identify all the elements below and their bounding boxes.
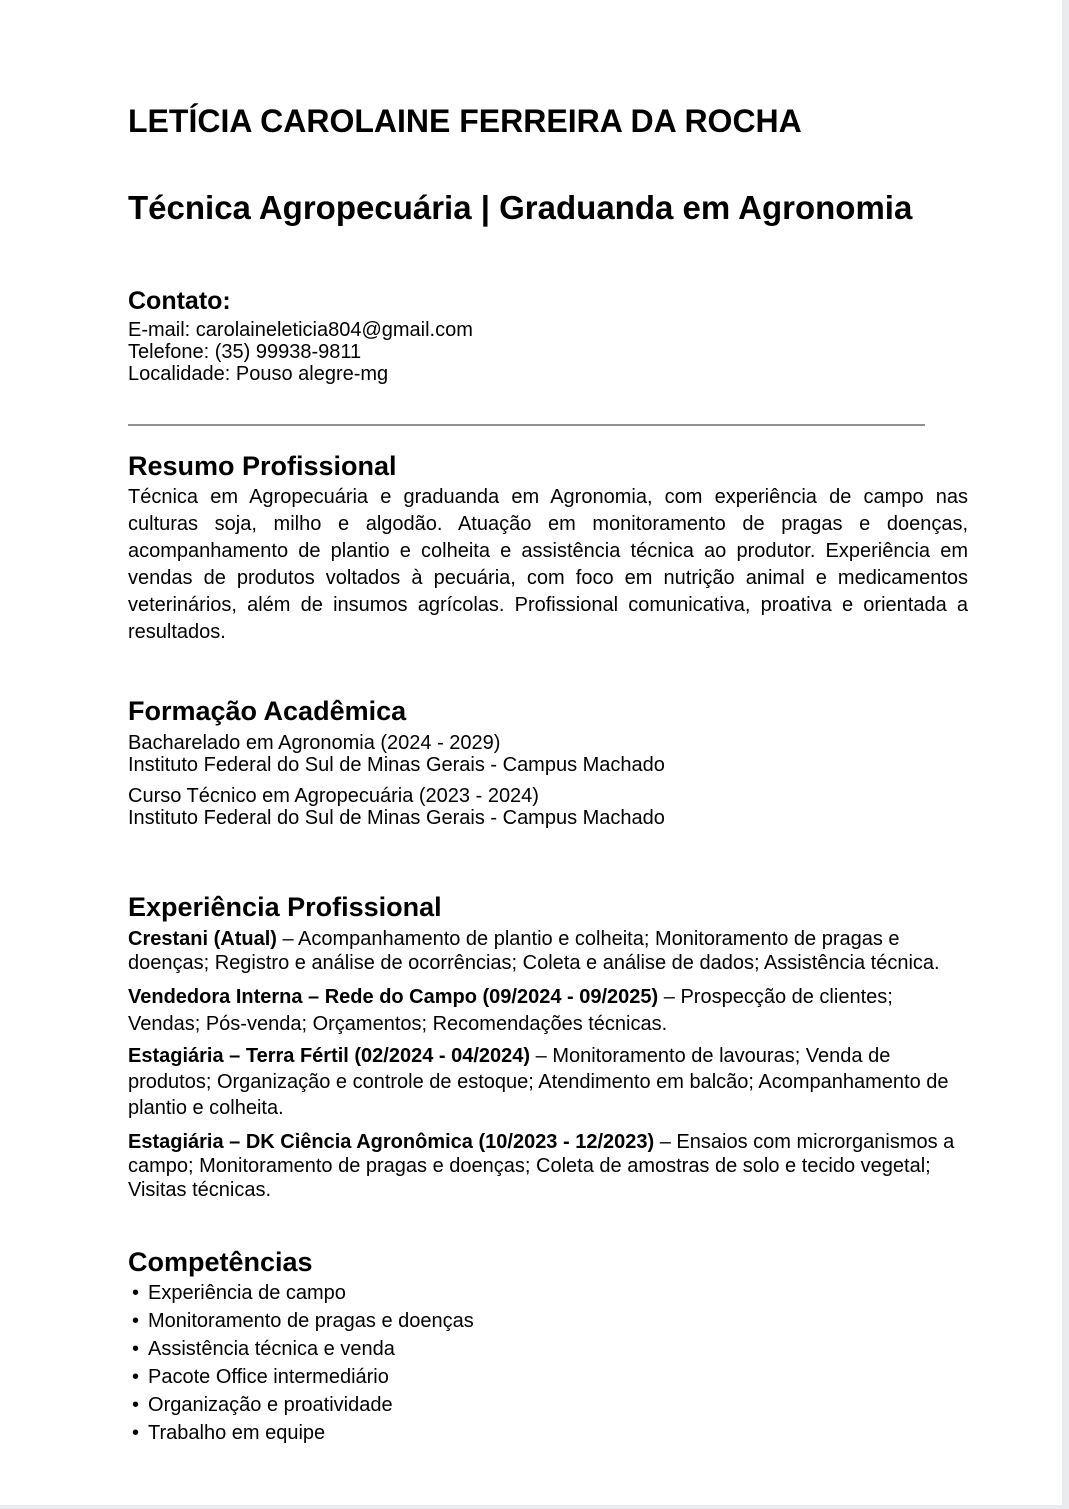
contact-location: Localidade: Pouso alegre-mg — [128, 363, 389, 385]
experience-description: – Monitoramento de lavouras; Venda de produtos; Organização e controle de estoque; Atendimento em balcão; Acompanhamento de plantio e colheita. — [128, 1045, 949, 1119]
education-item — [128, 785, 968, 829]
experience-role: Crestani (Atual) — [128, 928, 277, 950]
experience-role: Estagiária – Terra Fértil (02/2024 - 04/2024) — [128, 1045, 531, 1067]
education-degree: Bacharelado em Agronomia (2024 - 2029) — [128, 732, 501, 754]
section-divider — [128, 424, 925, 426]
experience-description: – Acompanhamento de plantio e colheita; Monitoramento de pragas e doenças; Registro e análise de ocorrências; Coleta e análise de dados; Assistência técnica. — [128, 928, 940, 974]
education-section-heading: Formação Acadêmica — [128, 696, 407, 726]
skill-item: • Trabalho em equipe — [128, 1423, 968, 1444]
experience-role: Vendedora Interna – Rede do Campo (09/2024 - 09/2025) — [128, 986, 659, 1008]
education-degree: Curso Técnico em Agropecuária (2023 - 2024) — [128, 785, 539, 807]
experience-section-heading: Experiência Profissional — [128, 892, 442, 922]
skill-item: • Pacote Office intermediário — [128, 1367, 968, 1388]
summary-section-heading: Resumo Profissional — [128, 451, 397, 481]
experience-role: Estagiária – DK Ciência Agronômica (10/2023 - 12/2023) — [128, 1131, 655, 1153]
summary-paragraph: Técnica em Agropecuária e graduanda em Agronomia, com experiência de campo nas culturas soja, milho e algodão. Atuação em monitoramento de pragas e doenças, acompanhamento de plantio e colheita e assistência técnica ao produtor. Experiência em vendas de produtos voltados à pecuária, com foco em nutrição animal e medicamentos veterinários, além de insumos agrícolas. Profissional comunicativa, proativa e orientada a resultados. — [128, 486, 968, 643]
experience-item — [128, 984, 968, 1038]
experience-description: – Prospecção de clientes; Vendas; Pós-venda; Orçamentos; Recomendações técnicas. — [128, 986, 893, 1035]
contact-section-heading: Contato: — [128, 287, 231, 315]
education-institution: Instituto Federal do Sul de Minas Gerais - Campus Machado — [128, 807, 665, 829]
experience-item — [128, 1043, 968, 1121]
skill-item: • Assistência técnica e venda — [128, 1339, 968, 1360]
contact-block — [128, 319, 968, 385]
experience-item — [128, 1130, 968, 1202]
contact-email: E-mail: carolaineleticia804@gmail.com — [128, 319, 473, 341]
education-item — [128, 732, 968, 776]
candidate-name: LETÍCIA CAROLAINE FERREIRA DA ROCHA — [128, 103, 802, 139]
skill-item: • Experiência de campo — [128, 1283, 968, 1304]
skills-section-heading: Competências — [128, 1247, 313, 1277]
candidate-headline: Técnica Agropecuária | Graduanda em Agronomia — [128, 189, 913, 226]
skill-item: • Organização e proatividade — [128, 1395, 968, 1416]
skill-item: • Monitoramento de pragas e doenças — [128, 1311, 968, 1332]
resume-content — [128, 0, 968, 1444]
skills-list — [128, 1283, 968, 1444]
experience-description: – Ensaios com microrganismos a campo; Monitoramento de pragas e doenças; Coleta de amostras de solo e tecido vegetal; Visitas técnicas. — [128, 1131, 955, 1201]
education-institution: Instituto Federal do Sul de Minas Gerais - Campus Machado — [128, 754, 665, 776]
contact-phone: Telefone: (35) 99938-9811 — [128, 341, 362, 363]
experience-item — [128, 927, 968, 975]
